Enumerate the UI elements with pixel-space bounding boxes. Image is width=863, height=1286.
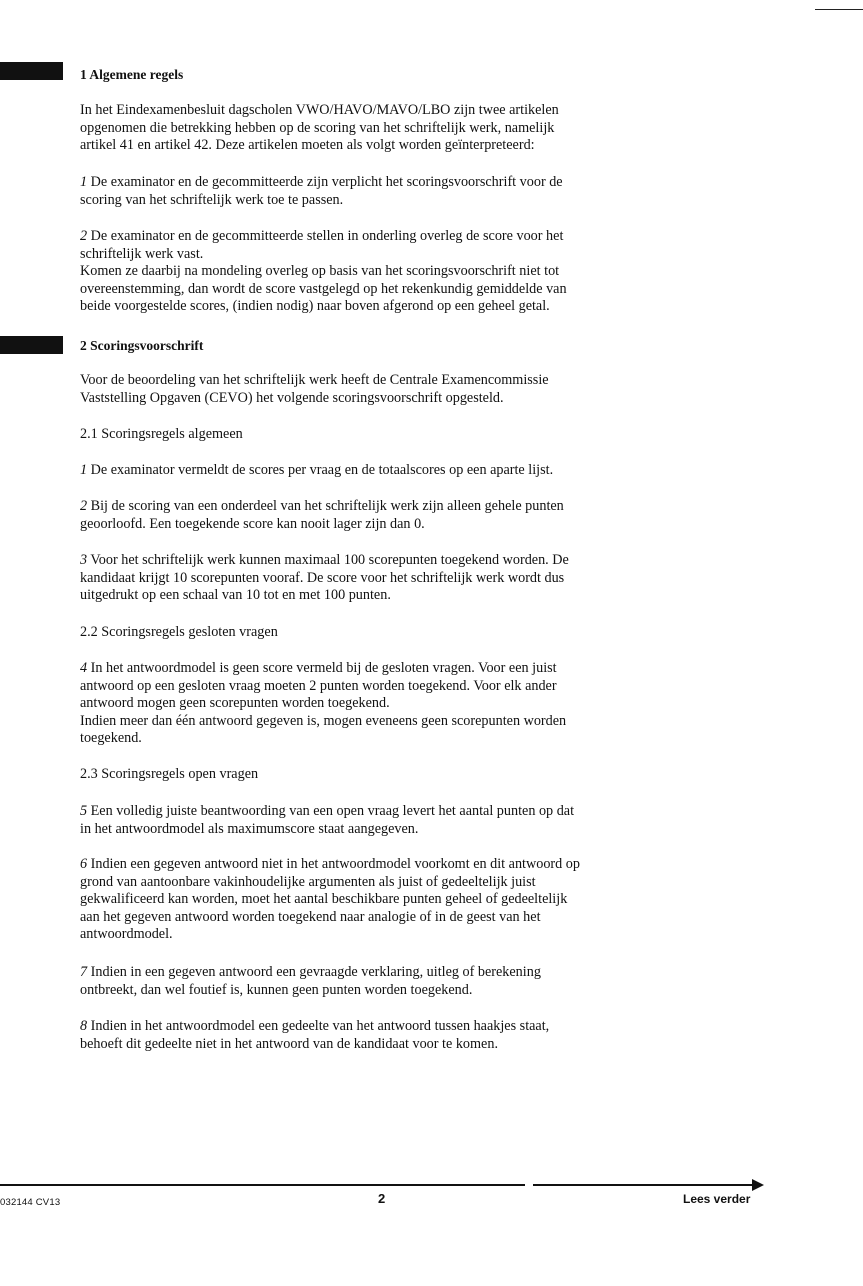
subsection-2-1-heading: 2.1 Scoringsregels algemeen: [80, 426, 243, 442]
text-line: gekwalificeerd kan worden, moet het aantal beschikbare punten geheel of gedeeltelijk: [80, 891, 568, 908]
rule-text: Voor het schriftelijk werk kunnen maximaal 100 scorepunten toegekend worden. De: [87, 552, 569, 568]
text-line: [80, 174, 720, 192]
section-1-rule-2: [80, 228, 720, 316]
text-line: Indien meer dan één antwoord gegeven is, mogen eveneens geen scorepunten worden: [80, 712, 567, 729]
subsection-2-3-heading: 2.3 Scoringsregels open vragen: [80, 766, 259, 782]
section-2-rule-2: [80, 498, 720, 533]
section-1-intro: [80, 102, 720, 155]
section-1-rule-1: [80, 174, 720, 209]
rule-number: 1: [80, 462, 88, 478]
text-line: [80, 552, 720, 570]
text-line: [80, 856, 720, 874]
rule-text: Indien in een gegeven antwoord een gevraagde verklaring, uitleg of berekening: [87, 964, 541, 980]
top-rule: [815, 9, 863, 10]
section-2-heading: 2 Scoringsvoorschrift: [80, 338, 204, 353]
text-line: geoorloofd. Een toegekende score kan nooit lager zijn dan 0.: [80, 515, 425, 532]
section-2-rule-6: [80, 856, 720, 944]
text-line: antwoord mogen geen scorepunten worden toegekend.: [80, 695, 390, 712]
text-line: Vaststelling Opgaven (CEVO) het volgende scoringsvoorschrift opgesteld.: [80, 389, 504, 406]
text-line: [80, 462, 720, 480]
section-2-rule-3: [80, 552, 720, 605]
rule-text: De examinator en de gecommitteerde zijn verplicht het scoringsvoorschrift voor de: [87, 174, 563, 190]
text-line: in het antwoordmodel als maximumscore staat aangegeven.: [80, 820, 419, 837]
text-line: Voor de beoordeling van het schriftelijk werk heeft de Centrale Examencommissie: [80, 372, 549, 388]
arrow-right-icon: [752, 1179, 764, 1191]
text-line: [80, 660, 720, 678]
text-line: Komen ze daarbij na mondeling overleg op basis van het scoringsvoorschrift niet tot: [80, 263, 560, 280]
footer-rule: [0, 1184, 525, 1186]
rule-text: In het antwoordmodel is geen score vermeld bij de gesloten vragen. Voor een juist: [87, 660, 557, 676]
text-line: beide voorgestelde scores, (indien nodig) naar boven afgerond op een geheel getal.: [80, 298, 550, 315]
text-line: behoeft dit gedeelte niet in het antwoord van de kandidaat voor te komen.: [80, 1035, 498, 1052]
text-line: [80, 803, 720, 821]
rule-text: De examinator vermeldt de scores per vraag en de totaalscores op een aparte lijst.: [87, 462, 554, 478]
text-line: [80, 498, 720, 516]
section-marker-1: [0, 62, 63, 80]
text-line: uitgedrukt op een schaal van 10 tot en met 100 punten.: [80, 587, 391, 604]
section-2-rule-7: [80, 964, 720, 999]
rule-number: 5: [80, 803, 88, 819]
rule-number: 2: [80, 498, 88, 514]
text-line: [80, 228, 720, 246]
section-2-rule-8: [80, 1018, 720, 1053]
text-line: aan het gegeven antwoord worden toegekend naar analogie of in de geest van het: [80, 908, 541, 925]
section-2-rule-5: [80, 803, 720, 838]
text-line: In het Eindexamenbesluit dagscholen VWO/HAVO/MAVO/LBO zijn twee artikelen: [80, 102, 559, 118]
rule-text: Indien een gegeven antwoord niet in het antwoordmodel voorkomt en dit antwoord op: [87, 856, 580, 872]
rule-number: 4: [80, 660, 88, 676]
text-line: kandidaat krijgt 10 scorepunten vooraf. De score voor het schriftelijk werk wordt dus: [80, 569, 565, 586]
continue-arrow-line: [533, 1184, 753, 1186]
rule-text: Indien in het antwoordmodel een gedeelte van het antwoord tussen haakjes staat,: [87, 1018, 550, 1034]
text-line: [80, 964, 720, 982]
section-2-rule-4: [80, 660, 720, 748]
subsection-2-2-heading: 2.2 Scoringsregels gesloten vragen: [80, 624, 278, 640]
section-1-heading: 1 Algemene regels: [80, 67, 184, 82]
text-line: scoring van het schriftelijk werk toe te passen.: [80, 191, 344, 208]
text-line: grond van aantoonbare vakinhoudelijke argumenten als juist of gedeeltelijk juist: [80, 873, 536, 890]
section-marker-2: [0, 336, 63, 354]
rule-number: 1: [80, 174, 88, 190]
rule-text: Een volledig juiste beantwoording van een open vraag levert het aantal punten op dat: [87, 803, 575, 819]
rule-number: 7: [80, 964, 88, 980]
rule-text: Bij de scoring van een onderdeel van het schriftelijk werk zijn alleen gehele punten: [87, 498, 564, 514]
continue-label: Lees verder: [683, 1192, 751, 1206]
text-line: antwoord op een gesloten vraag moeten 2 punten worden toegekend. Voor elk ander: [80, 677, 557, 694]
text-line: schriftelijk werk vast.: [80, 245, 204, 262]
text-line: antwoordmodel.: [80, 926, 173, 943]
text-line: opgenomen die betrekking hebben op de scoring van het schriftelijk werk, namelijk: [80, 119, 555, 136]
section-2-rule-1: [80, 462, 720, 480]
page-number: 2: [378, 1191, 386, 1206]
text-line: ontbreekt, dan wel foutief is, kunnen geen punten worden toegekend.: [80, 981, 473, 998]
rule-number: 2: [80, 228, 88, 244]
text-line: toegekend.: [80, 730, 142, 747]
document-code: 032144 CV13: [0, 1197, 61, 1208]
rule-number: 8: [80, 1018, 88, 1034]
section-2-intro: [80, 372, 720, 407]
text-line: [80, 1018, 720, 1036]
text-line: artikel 41 en artikel 42. Deze artikelen moeten als volgt worden geïnterpreteerd:: [80, 137, 535, 154]
text-line: overeenstemming, dan wordt de score vastgelegd op het rekenkundig gemiddelde van: [80, 280, 567, 297]
rule-number: 3: [80, 552, 88, 568]
rule-number: 6: [80, 856, 88, 872]
rule-text: De examinator en de gecommitteerde stellen in onderling overleg de score voor het: [87, 228, 564, 244]
